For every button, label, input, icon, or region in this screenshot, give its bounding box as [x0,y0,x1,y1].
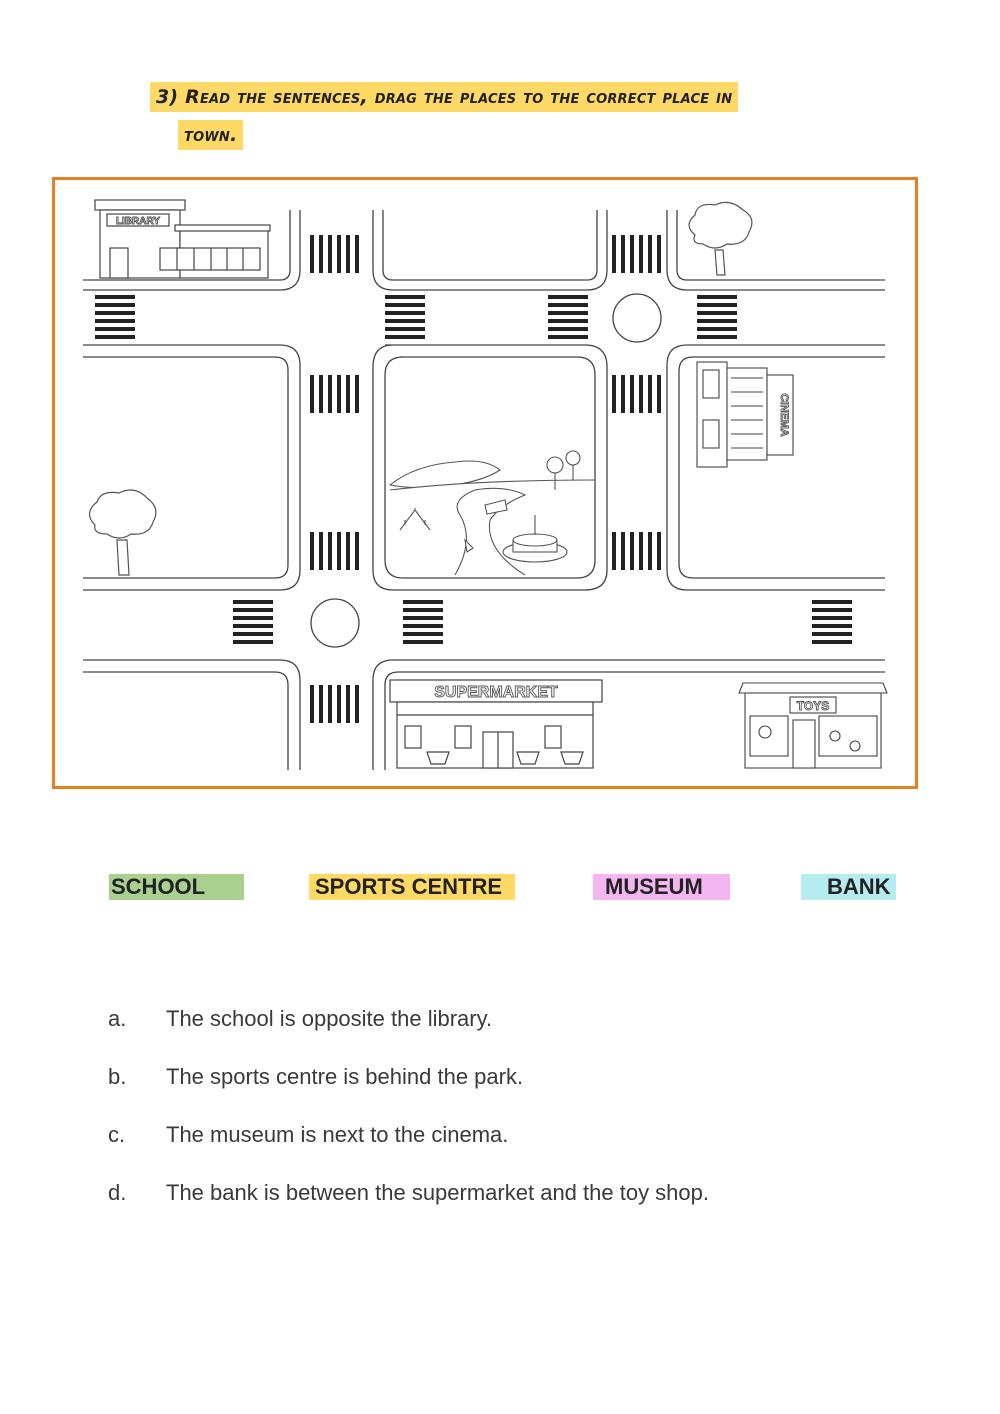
sentence-letter: d. [108,1180,127,1205]
sentence-c [108,1122,508,1148]
park-illustration [390,451,595,575]
tree-icon [689,202,752,275]
sentence-text: The sports centre is behind the park. [166,1064,524,1089]
cinema-building [697,362,793,467]
place-chip-label: SPORTS CENTRE [315,874,503,899]
place-chip-label: SCHOOL [111,874,206,899]
tree-icon [89,490,155,575]
sentence-letter: b. [108,1064,127,1089]
sentence-text: The museum is next to the cinema. [166,1122,509,1147]
place-chip-museum[interactable] [593,874,730,900]
sentence-d [108,1180,709,1206]
sentence-text: The bank is between the supermarket and the toy shop. [166,1180,709,1205]
toys-sign: TOYS [796,699,830,713]
place-chip-label: MUSEUM [605,874,703,899]
library-building [95,200,270,278]
sentence-letter: c. [108,1122,126,1147]
sentence-letter: a. [108,1006,127,1031]
instruction-line-1: 3) Read the sentences, drag the places to the correct place in [150,82,738,112]
cinema-sign: CINEMA [778,393,790,437]
town-map-drawing [55,180,915,786]
place-chip-school[interactable] [109,874,244,900]
instruction-line-2: town. [178,120,243,150]
sentence-b [108,1064,523,1090]
library-sign: LIBRARY [115,216,161,227]
sentence-text: The school is opposite the library. [166,1006,493,1031]
sentence-a [108,1006,492,1032]
place-chip-sports-centre[interactable] [309,874,515,900]
supermarket-building [390,680,602,768]
place-chip-bank[interactable] [801,874,896,900]
place-chip-label: BANK [827,874,891,899]
instruction [150,82,850,150]
toy-shop-building [739,683,887,768]
supermarket-sign: SUPERMARKET [434,684,558,701]
town-map[interactable] [52,177,918,789]
